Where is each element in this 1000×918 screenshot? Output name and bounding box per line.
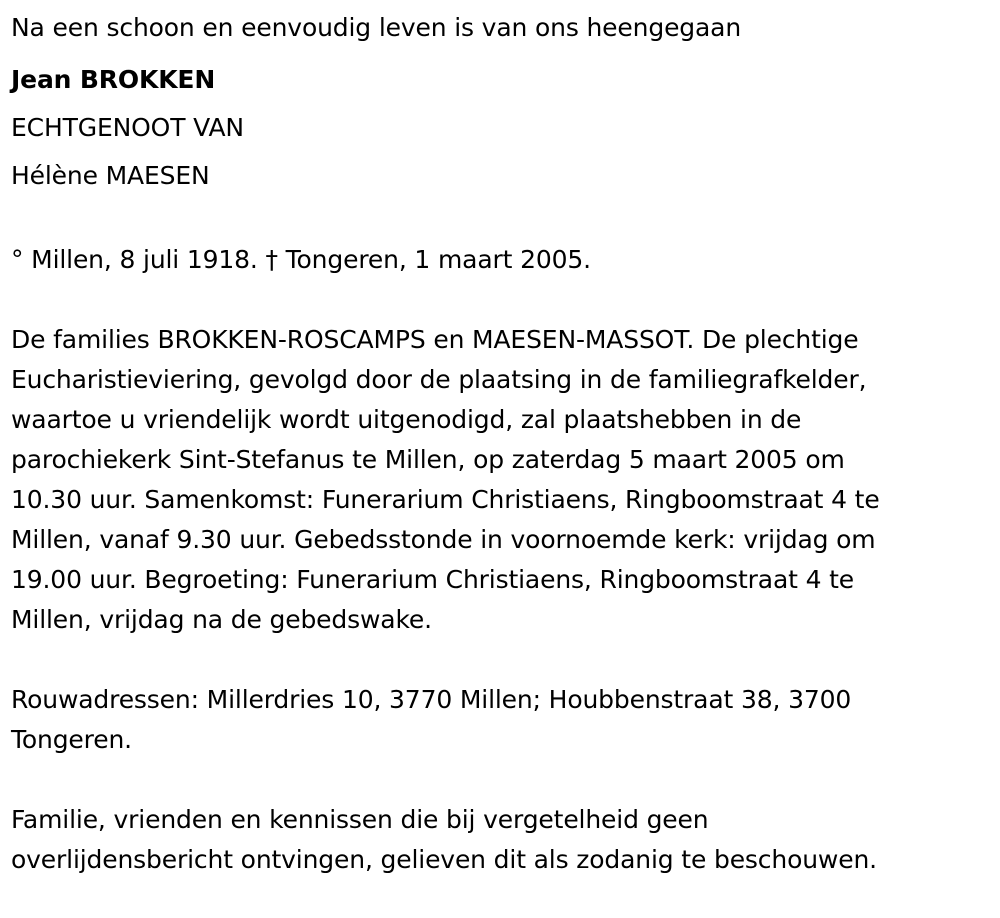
spacer [11, 280, 986, 320]
spacer [11, 760, 986, 800]
deceased-block [11, 56, 986, 200]
closing-line: overlijdensbericht ontvingen, gelieven dit als zodanig te beschouwen. [11, 845, 877, 874]
ceremony-line: 19.00 uur. Begroeting: Funerarium Christiaens, Ringboomstraat 4 te [11, 565, 855, 594]
ceremony-paragraph [11, 320, 986, 640]
spacer [11, 48, 986, 56]
ceremony-line: parochiekerk Sint-Stefanus te Millen, op zaterdag 5 maart 2005 om [11, 445, 845, 474]
ceremony-line: Millen, vrijdag na de gebedswake. [11, 605, 432, 634]
closing-paragraph [11, 800, 986, 880]
ceremony-line: waartoe u vriendelijk wordt uitgenodigd, zal plaatshebben in de [11, 405, 802, 434]
ceremony-line: 10.30 uur. Samenkomst: Funerarium Christiaens, Ringboomstraat 4 te [11, 485, 880, 514]
address-line: Rouwadressen: Millerdries 10, 3770 Millen; Houbbenstraat 38, 3700 [11, 685, 852, 714]
ceremony-line: Eucharistieviering, gevolgd door de plaatsing in de familiegrafkelder, [11, 365, 867, 394]
obituary-notice [11, 8, 986, 880]
birth-death-dates [11, 240, 986, 280]
addresses-paragraph [11, 680, 986, 760]
ceremony-line: Millen, vanaf 9.30 uur. Gebedsstonde in voornoemde kerk: vrijdag om [11, 525, 876, 554]
spouse-name: Hélène MAESEN [11, 161, 210, 190]
intro-text [11, 8, 986, 48]
intro-line: Na een schoon en eenvoudig leven is van ons heengegaan [11, 13, 742, 42]
ceremony-line: De families BROKKEN-ROSCAMPS en MAESEN-MASSOT. De plechtige [11, 325, 859, 354]
deceased-name: Jean BROKKEN [11, 65, 216, 94]
spacer [11, 200, 986, 240]
address-line: Tongeren. [11, 725, 132, 754]
spacer [11, 640, 986, 680]
closing-line: Familie, vrienden en kennissen die bij vergetelheid geen [11, 805, 709, 834]
dates-line: ° Millen, 8 juli 1918. † Tongeren, 1 maart 2005. [11, 245, 591, 274]
relation-label: ECHTGENOOT VAN [11, 113, 244, 142]
